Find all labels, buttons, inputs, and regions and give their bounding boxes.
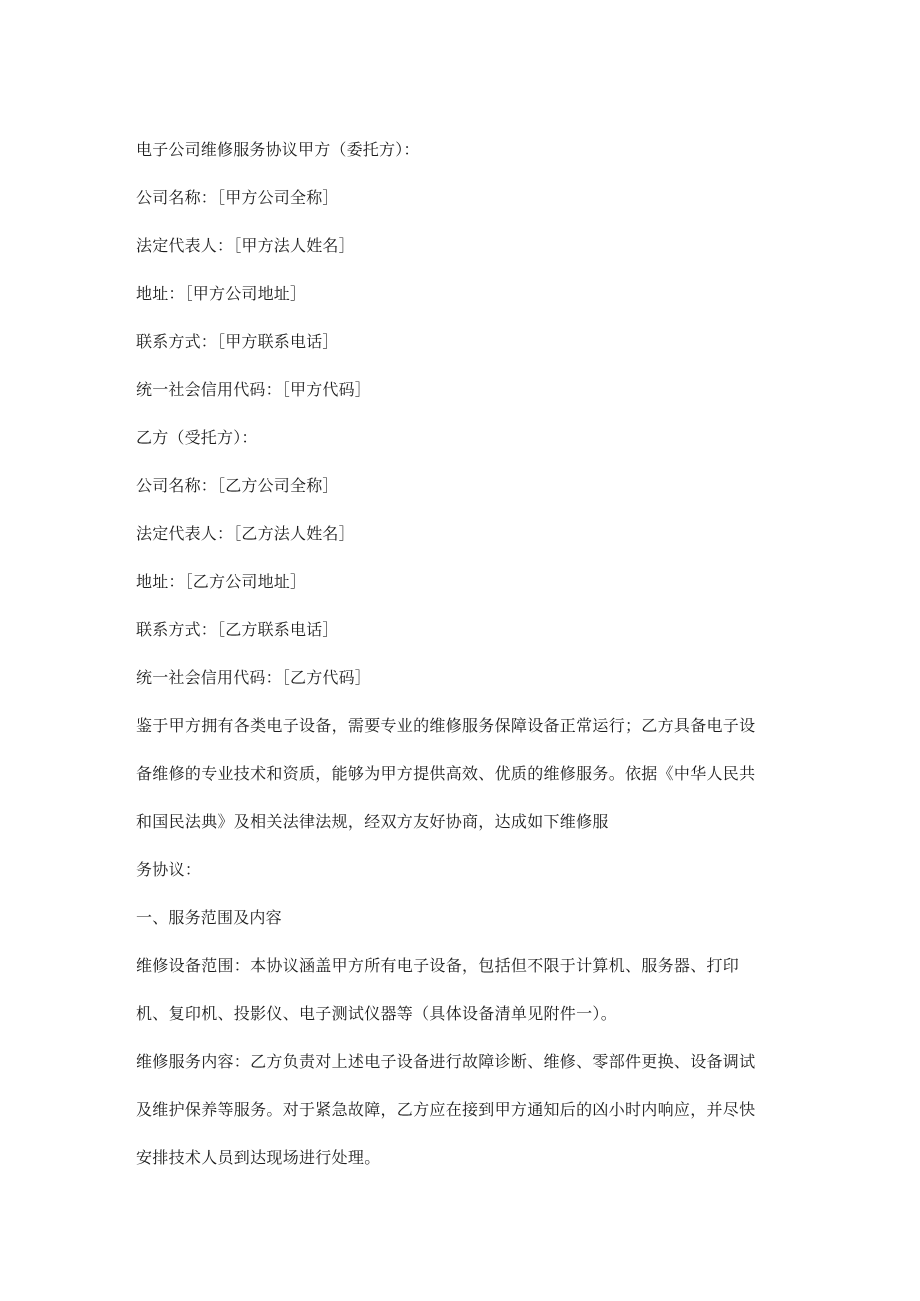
party-a-legal-rep: 法定代表人：［甲方法人姓名］: [136, 236, 355, 255]
scope-line: 机、复印机、投影仪、电子测试仪器等（具体设备清单见附件一）。: [136, 1004, 618, 1023]
service-paragraph: [136, 1038, 796, 1182]
party-b-credit-code: 统一社会信用代码：［乙方代码］: [136, 668, 372, 687]
party-b-legal-rep: 法定代表人：［乙方法人姓名］: [136, 524, 355, 543]
service-line: 及维护保养等服务。对于紧急故障，乙方应在接到甲方通知后的凶小时内响应，并尽快: [136, 1100, 756, 1119]
preamble-line: 鉴于甲方拥有各类电子设备，需要专业的维修服务保障设备正常运行；乙方具备电子设: [136, 716, 756, 735]
service-line: 维修服务内容：乙方负责对上述电子设备进行故障诊断、维修、零部件更换、设备调试: [136, 1052, 756, 1071]
scope-line: 维修设备范围：本协议涵盖甲方所有电子设备，包括但不限于计算机、服务器、打印: [136, 956, 740, 975]
party-b-address: 地址：［乙方公司地址］: [136, 572, 307, 591]
service-line: 安排技术人员到达现场进行处理。: [136, 1148, 381, 1167]
scope-paragraph: [136, 942, 796, 1038]
party-a-credit-code: 统一社会信用代码：［甲方代码］: [136, 380, 372, 399]
section-1-heading: 一、服务范围及内容: [136, 908, 282, 927]
preamble-line: 备维修的专业技术和资质，能够为甲方提供高效、优质的维修服务。依据《中华人民共: [136, 764, 756, 783]
party-a-company-name: 公司名称：［甲方公司全称］: [136, 188, 339, 207]
preamble-line: 务协议：: [136, 860, 202, 879]
party-a-contact: 联系方式：［甲方联系电话］: [136, 332, 339, 351]
party-b-contact: 联系方式：［乙方联系电话］: [136, 620, 339, 639]
party-a-address: 地址：［甲方公司地址］: [136, 284, 307, 303]
party-b-heading: 乙方（受托方）：: [136, 428, 258, 447]
agreement-title-line: 电子公司维修服务协议甲方（委托方）：: [136, 140, 420, 159]
document-body: [136, 126, 796, 1182]
party-b-company-name: 公司名称：［乙方公司全称］: [136, 476, 339, 495]
preamble-line: 和国民法典》及相关法律法规，经双方友好协商，达成如下维修服: [136, 812, 609, 831]
preamble-paragraph: [136, 702, 796, 894]
